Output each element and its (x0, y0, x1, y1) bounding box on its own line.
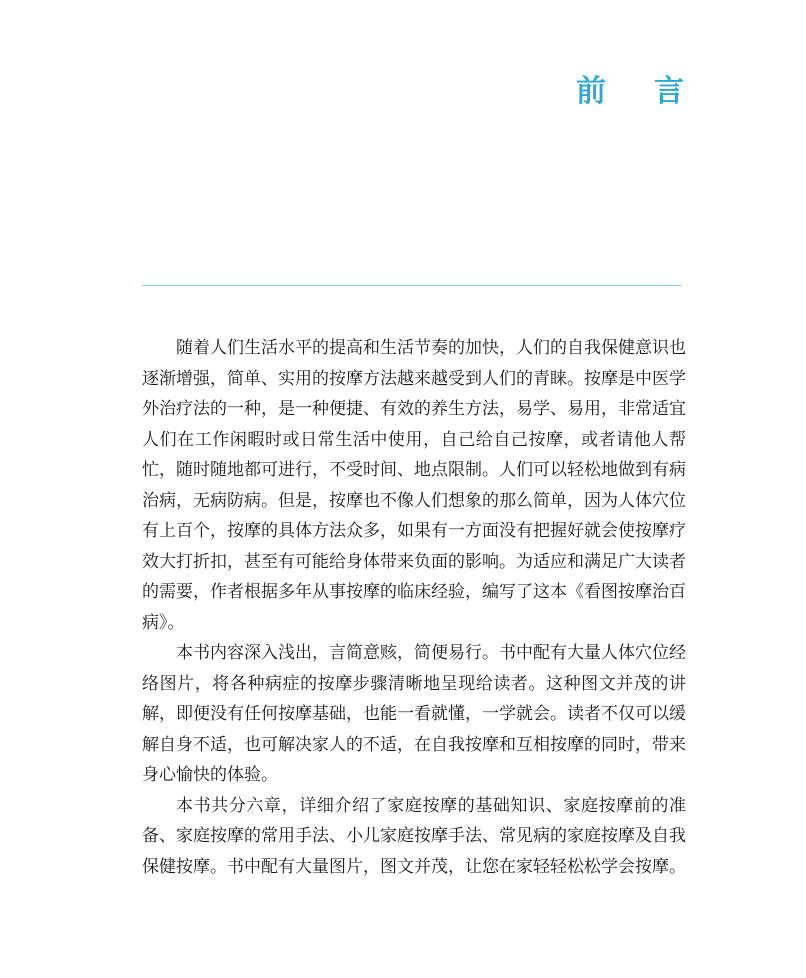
preface-body (142, 333, 686, 882)
paragraph-1: 随着人们生活水平的提高和生活节奏的加快，人们的自我保健意识也逐渐增强，简单、实用的按摩方法越来越受到人们的青睐。按摩是中医学外治疗法的一种，是一种便捷、有效的养生方法，易学、易用，非常适宜人们在工作闲暇时或日常生活中使用，自己给自己按摩，或者请他人帮忙，随时随地都可进行，不受时间、地点限制。人们可以轻松地做到有病治病，无病防病。但是，按摩也不像人们想象的那么简单，因为人体穴位有上百个，按摩的具体方法众多，如果有一方面没有把握好就会使按摩疗效大打折扣，甚至有可能给身体带来负面的影响。为适应和满足广大读者的需要，作者根据多年从事按摩的临床经验，编写了这本《看图按摩治百病》。 (142, 338, 686, 633)
paragraph-3: 本书共分六章，详细介绍了家庭按摩的基础知识、家庭按摩前的准备、家庭按摩的常用手法、小儿家庭按摩手法、常见病的家庭按摩及自我保健按摩。书中配有大量图片，图文并茂，让您在家轻轻松松学会按摩。 (142, 795, 686, 877)
page-title: 前言 (576, 74, 732, 109)
paragraph-2: 本书内容深入浅出，言简意赅，简便易行。书中配有大量人体穴位经络图片，将各种病症的按摩步骤清晰地呈现给读者。这种图文并茂的讲解，即便没有任何按摩基础，也能一看就懂，一学就会。读者不仅可以缓解自身不适，也可解决家人的不适，在自我按摩和互相按摩的同时，带来身心愉快的体验。 (142, 643, 686, 785)
title-divider (142, 285, 682, 286)
